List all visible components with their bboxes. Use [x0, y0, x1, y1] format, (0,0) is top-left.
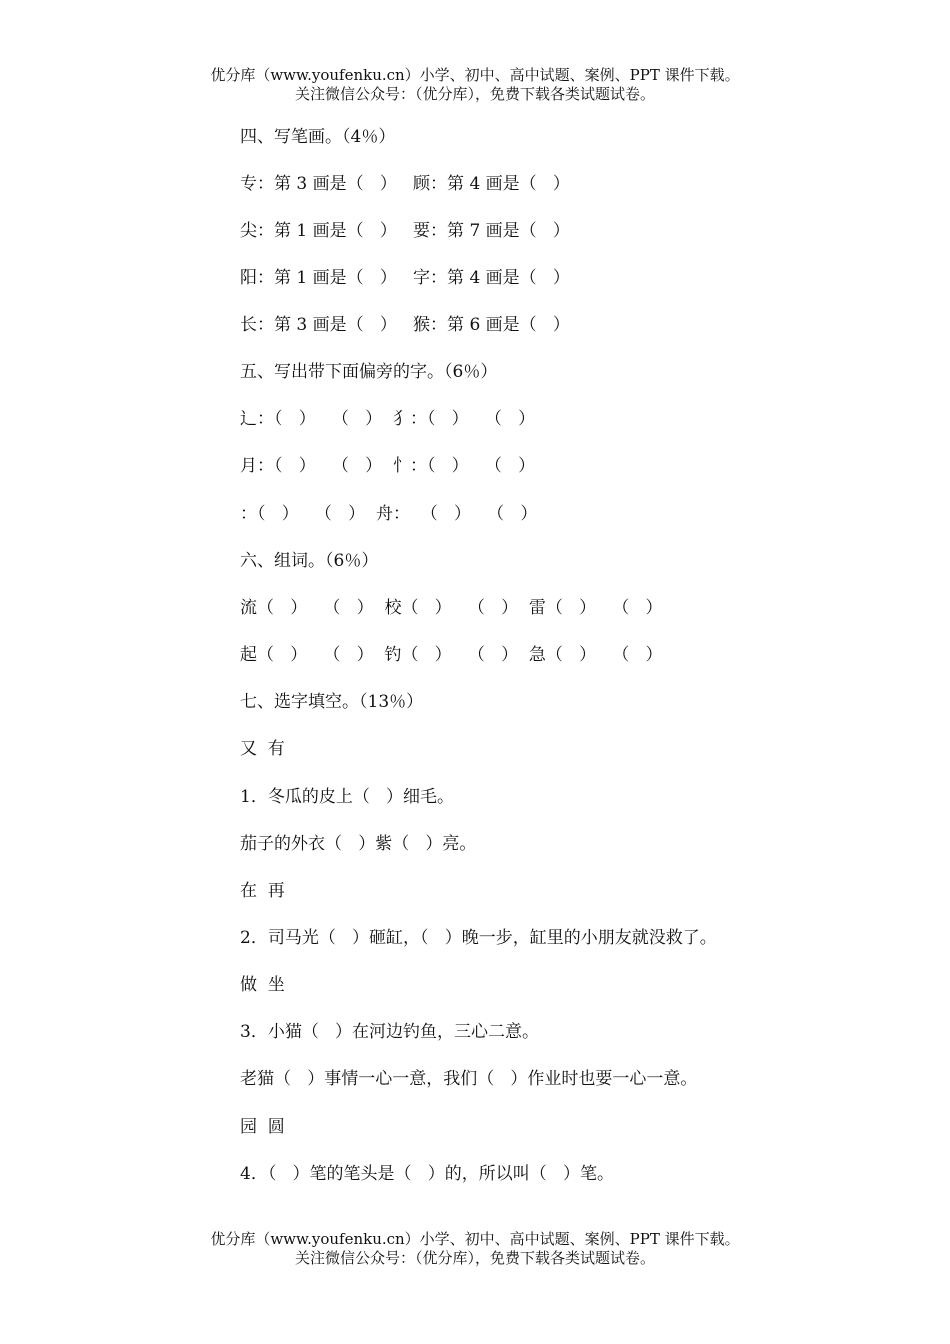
choice-pair-2: 在 再 — [240, 881, 285, 901]
choice-pair-4: 园 圆 — [240, 1117, 285, 1137]
section-four-row-1: 专：第 3 画是（ ） 顾：第 4 画是（ ） — [240, 174, 570, 194]
section-four-title: 四、写笔画。（4％） — [240, 127, 396, 147]
section-five-row-1: 辶：（ ） （ ） 犭：（ ） （ ） — [240, 409, 536, 429]
question-2: 2．司马光（ ）砸缸，（ ）晚一步，缸里的小朋友就没救了。 — [240, 928, 717, 948]
choice-pair-1: 又 有 — [240, 739, 285, 759]
question-1b: 茄子的外衣（ ）紫（ ）亮。 — [240, 834, 477, 854]
section-four-row-4: 长：第 3 画是（ ） 猴：第 6 画是（ ） — [240, 315, 570, 335]
footer-line-2: 关注微信公众号：（优分库），免费下载各类试题试卷。 — [294, 1249, 655, 1267]
footer-line-1: 优分库（www.youfenku.cn）小学、初中、高中试题、案例、PPT 课件下载。 — [210, 1230, 740, 1248]
question-4: 4．（ ）笔的笔头是（ ）的，所以叫（ ）笔。 — [240, 1164, 614, 1184]
section-five-row-2: 月：（ ） （ ） 忄：（ ） （ ） — [240, 456, 536, 476]
section-six-title: 六、组词。（6％） — [240, 551, 379, 571]
question-1a: 1．冬瓜的皮上（ ）细毛。 — [240, 787, 455, 807]
section-four-row-2: 尖：第 1 画是（ ） 要：第 7 画是（ ） — [240, 221, 570, 241]
section-five-title: 五、写出带下面偏旁的字。（6％） — [240, 362, 498, 382]
header-line-1: 优分库（www.youfenku.cn）小学、初中、高中试题、案例、PPT 课件下载。 — [210, 66, 740, 84]
choice-pair-3: 做 坐 — [240, 975, 285, 995]
question-3a: 3．小猫（ ）在河边钓鱼，三心二意。 — [240, 1022, 540, 1042]
section-six-row-2: 起（ ） （ ） 钓（ ） （ ） 急（ ） （ ） — [240, 645, 663, 665]
header-line-2: 关注微信公众号：（优分库），免费下载各类试题试卷。 — [294, 85, 655, 103]
question-3b: 老猫（ ）事情一心一意，我们（ ）作业时也要一心一意。 — [240, 1069, 698, 1089]
section-four-row-3: 阳：第 1 画是（ ） 字：第 4 画是（ ） — [240, 268, 570, 288]
section-seven-title: 七、选字填空。（13％） — [240, 692, 424, 712]
section-five-row-3: ：（ ） （ ） 舟： （ ） （ ） — [240, 504, 538, 524]
section-six-row-1: 流（ ） （ ） 校（ ） （ ） 雷（ ） （ ） — [240, 598, 663, 618]
